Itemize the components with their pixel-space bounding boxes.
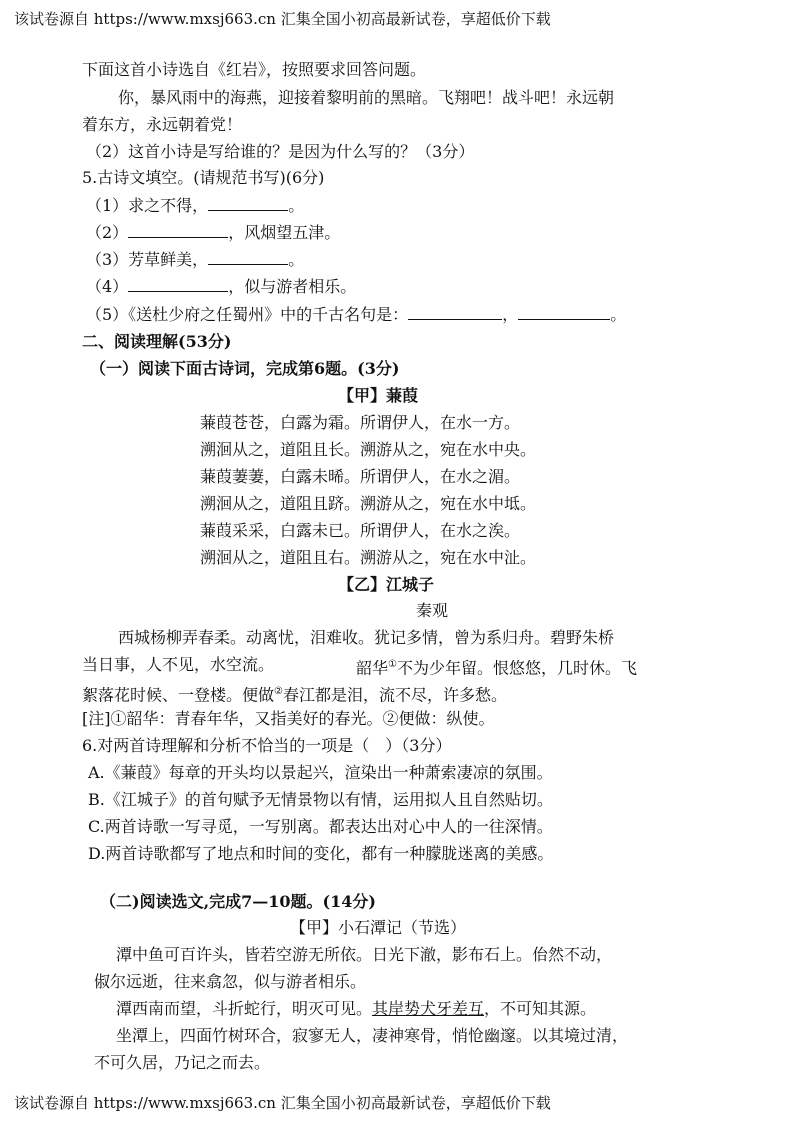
answer-blank[interactable]	[408, 305, 502, 320]
poem-line: 着东方，永远朝着党！	[82, 115, 243, 134]
fill-item-text: （2）	[86, 223, 129, 242]
question-6: 6.对两首诗理解和分析不恰当的一项是（ ）（3分）	[82, 736, 452, 755]
poem-line: 你，暴风雨中的海燕，迎接着黎明前的黑暗。飞翔吧！战斗吧！永远朝	[118, 88, 615, 107]
poem-b-text: 韶华	[356, 658, 389, 678]
fill-item-text: ，似与游者相乐。	[228, 277, 357, 296]
passage-line: 潭中鱼可百许头，皆若空游无所依。日光下澈，影布石上。佁然不动，	[116, 945, 613, 964]
poem-a-line: 溯洄从之，道阻且右。溯游从之，宛在水中沚。	[200, 548, 537, 567]
fill-item-text: （1）求之不得，	[86, 196, 209, 215]
passage-line: 坐潭上，四面竹树环合，寂寥无人，凄神寒骨，悄怆幽邃。以其境过清，	[116, 1026, 629, 1045]
fill-item-3	[86, 250, 304, 270]
poem-b-title: 【乙】江城子	[338, 575, 435, 594]
poem-a-line: 蒹葭苍苍，白露为霜。所谓伊人，在水一方。	[200, 413, 521, 432]
poem-a-line: 蒹葭萋萋，白露未晞。所谓伊人，在水之湄。	[200, 467, 521, 486]
answer-blank[interactable]	[128, 277, 228, 292]
answer-blank[interactable]	[128, 223, 228, 238]
option-c[interactable]: C.两首诗歌一写寻觅，一写别离。都表达出对心中人的一往深情。	[88, 817, 553, 836]
poem-b-text: 春江都是泪，流不尽，许多愁。	[282, 685, 507, 705]
fill-item-text: ，	[502, 305, 519, 324]
option-a[interactable]: A.《蒹葭》每章的开头均以景起兴，渲染出一种萧索凄凉的氛围。	[88, 763, 553, 782]
fill-item-text: 。	[288, 250, 305, 269]
underlined-sentence: 其岸势犬牙差互	[372, 999, 485, 1018]
passage-title: 【甲】小石潭记（节选）	[290, 918, 467, 937]
poem-b-line	[356, 655, 637, 678]
poem-a-title: 【甲】蒹葭	[338, 386, 419, 405]
poem-a-line: 蒹葭采采，白露未已。所谓伊人，在水之涘。	[200, 521, 521, 540]
fill-item-1	[86, 196, 304, 216]
poem-b-text: 不为少年留。恨悠悠，几时休。飞	[396, 658, 637, 678]
poem-b-line: 西城杨柳弄春柔。动离忧，泪难收。犹记多情，曾为系归舟。碧野朱桥	[118, 628, 615, 647]
passage-text: ，不可知其源。	[484, 999, 597, 1018]
footnote-mark: ①	[388, 659, 397, 670]
page-header: 该试卷源自 https://www.mxsj663.cn 汇集全国小初高最新试卷，享超低价下载	[14, 10, 551, 28]
part-2-title: （二)阅读选文,完成7—10题。(14分)	[100, 892, 376, 911]
poem-b-line	[82, 682, 507, 705]
fill-item-text: ，风烟望五津。	[228, 223, 341, 242]
fill-item-text: （3）芳草鲜美，	[86, 250, 209, 269]
fill-item-4	[86, 277, 356, 297]
option-b[interactable]: B.《江城子》的首句赋予无情景物以有情，运用拟人且自然贴切。	[88, 790, 553, 809]
poem-b-author: 秦观	[416, 601, 449, 620]
option-d[interactable]: D.两首诗歌都写了地点和时间的变化，都有一种朦胧迷离的美感。	[88, 844, 554, 863]
poem-a-line: 溯洄从之，道阻且长。溯游从之，宛在水中央。	[200, 440, 537, 459]
annotation-note: [注]①韶华：青春年华，又指美好的春光。②便做：纵使。	[82, 709, 495, 728]
poem-a-line: 溯洄从之，道阻且跻。溯游从之，宛在水中坻。	[200, 494, 537, 513]
answer-blank[interactable]	[208, 196, 288, 211]
passage-text: 潭西南而望，斗折蛇行，明灭可见。	[116, 999, 373, 1018]
part-1-title: （一）阅读下面古诗词，完成第6题。(3分)	[90, 359, 400, 378]
passage-line: 俶尔远逝，往来翕忽，似与游者相乐。	[94, 972, 367, 991]
fill-item-text: （4）	[86, 277, 129, 296]
poem-b-text: 絮落花时候、一登楼。便做	[82, 685, 275, 705]
fill-item-text: （5）《送杜少府之任蜀州》中的千古名句是：	[86, 305, 409, 324]
footnote-mark: ②	[274, 686, 283, 697]
page-footer: 该试卷源自 https://www.mxsj663.cn 汇集全国小初高最新试卷，享超低价下载	[14, 1094, 551, 1112]
fill-item-5	[86, 305, 626, 325]
question-4-2: （2）这首小诗是写给谁的？是因为什么写的？（3分）	[86, 142, 475, 161]
section-2-title: 二、阅读理解(53分)	[82, 332, 232, 351]
q4-intro: 下面这首小诗选自《红岩》，按照要求回答问题。	[82, 60, 427, 79]
poem-b-line: 当日事，人不见，水空流。	[82, 655, 275, 674]
answer-blank[interactable]	[208, 250, 288, 265]
passage-line	[116, 999, 596, 1019]
fill-item-text: 。	[288, 196, 305, 215]
fill-item-text: 。	[610, 305, 627, 324]
passage-line: 不可久居，乃记之而去。	[94, 1053, 271, 1072]
question-5-title: 5.古诗文填空。(请规范书写)(6分)	[82, 168, 325, 187]
answer-blank[interactable]	[518, 305, 610, 320]
fill-item-2	[86, 223, 340, 243]
